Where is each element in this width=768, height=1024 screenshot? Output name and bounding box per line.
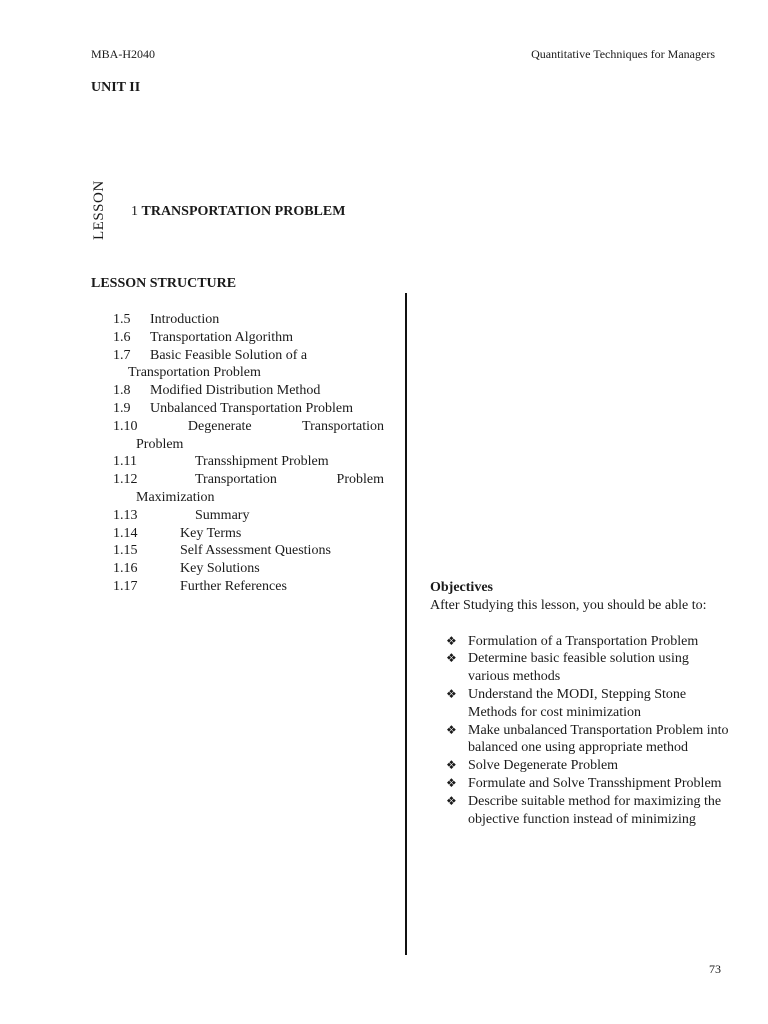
diamond-bullet-icon: ❖ xyxy=(446,793,457,808)
toc-text: Unbalanced Transportation Problem xyxy=(150,400,353,416)
toc-continuation: Transportation Problem xyxy=(128,365,261,381)
lesson-structure-heading: LESSON STRUCTURE xyxy=(91,276,237,291)
unit-heading: UNIT II xyxy=(91,80,141,95)
lesson-number: 1 xyxy=(131,204,138,219)
lesson-structure-list xyxy=(113,311,384,596)
toc-item xyxy=(113,542,384,560)
toc-text: Problem xyxy=(336,472,384,488)
diamond-bullet-icon: ❖ xyxy=(446,686,457,701)
objectives-intro: After Studying this lesson, you should be able to: xyxy=(430,597,707,613)
toc-item xyxy=(113,471,384,489)
lesson-title-text: TRANSPORTATION PROBLEM xyxy=(141,204,346,219)
objective-text: Understand the MODI, Stepping Stone Methods for cost minimization xyxy=(468,686,687,720)
toc-number: 1.14 xyxy=(113,525,138,541)
toc-number: 1.13 xyxy=(113,507,138,523)
objective-text: Solve Degenerate Problem xyxy=(468,758,619,774)
objective-item xyxy=(430,686,730,722)
diamond-bullet-icon: ❖ xyxy=(446,651,457,666)
toc-text: Further References xyxy=(180,578,287,594)
toc-item xyxy=(113,347,384,365)
diamond-bullet-icon: ❖ xyxy=(446,775,457,790)
lesson-vertical-label: LESSON xyxy=(91,180,107,240)
diamond-bullet-icon: ❖ xyxy=(446,758,457,773)
toc-text: Transportation Algorithm xyxy=(150,329,293,345)
objectives-title: Objectives xyxy=(430,580,493,595)
objectives-section xyxy=(430,579,730,828)
toc-item xyxy=(113,418,384,436)
toc-text: Basic Feasible Solution of a xyxy=(150,347,308,363)
toc-item xyxy=(113,382,384,400)
objective-text: Determine basic feasible solution using various methods xyxy=(468,651,689,685)
toc-item xyxy=(113,453,384,471)
objective-item xyxy=(430,775,730,793)
header-course-code: MBA-H2040 xyxy=(91,47,156,61)
toc-text: Modified Distribution Method xyxy=(150,383,321,399)
toc-text: Degenerate xyxy=(187,418,252,434)
toc-number: 1.11 xyxy=(113,454,137,470)
toc-item xyxy=(113,507,384,525)
diamond-bullet-icon: ❖ xyxy=(446,722,457,737)
objective-item xyxy=(430,793,730,829)
header-course-title: Quantitative Techniques for Managers xyxy=(531,47,715,61)
toc-text: Key Terms xyxy=(180,525,242,541)
objective-item xyxy=(430,650,730,686)
toc-number: 1.16 xyxy=(113,561,138,577)
objective-text: Make unbalanced Transportation Problem into balanced one using appropriate method xyxy=(468,722,729,756)
objective-text: Formulate and Solve Transshipment Problem xyxy=(468,775,722,791)
lesson-title xyxy=(131,204,345,220)
toc-number: 1.9 xyxy=(113,400,131,416)
toc-number: 1.15 xyxy=(113,543,138,559)
toc-number: 1.6 xyxy=(113,329,131,345)
toc-item xyxy=(113,400,384,418)
toc-number: 1.7 xyxy=(113,347,131,363)
objective-item xyxy=(430,757,730,775)
toc-text: Transshipment Problem xyxy=(195,454,329,470)
toc-text: Self Assessment Questions xyxy=(180,543,331,559)
toc-number: 1.12 xyxy=(113,472,138,488)
toc-text: Transportation xyxy=(302,418,384,434)
toc-continuation: Maximization xyxy=(136,489,215,505)
objective-text: Describe suitable method for maximizing the objective function instead of minimizing xyxy=(468,793,722,827)
toc-number: 1.5 xyxy=(113,312,131,327)
toc-number: 1.10 xyxy=(113,418,138,434)
objective-item xyxy=(430,722,730,758)
toc-text: Key Solutions xyxy=(180,561,260,577)
objectives-list xyxy=(430,633,730,829)
toc-item xyxy=(113,525,384,543)
toc-number: 1.8 xyxy=(113,383,131,399)
toc-text-group xyxy=(195,471,384,489)
toc-item xyxy=(113,560,384,578)
toc-continuation: Problem xyxy=(136,436,184,452)
toc-item xyxy=(113,311,384,329)
diamond-bullet-icon: ❖ xyxy=(446,633,457,648)
page-number: 73 xyxy=(709,962,721,976)
toc-item xyxy=(113,329,384,347)
toc-text: Transportation xyxy=(195,472,277,488)
toc-text: Introduction xyxy=(150,312,220,327)
objective-item xyxy=(430,633,730,651)
toc-item xyxy=(113,578,384,596)
column-divider xyxy=(405,293,407,955)
objective-text: Formulation of a Transportation Problem xyxy=(468,633,699,649)
toc-number: 1.17 xyxy=(113,578,138,594)
toc-text: Summary xyxy=(195,507,250,523)
